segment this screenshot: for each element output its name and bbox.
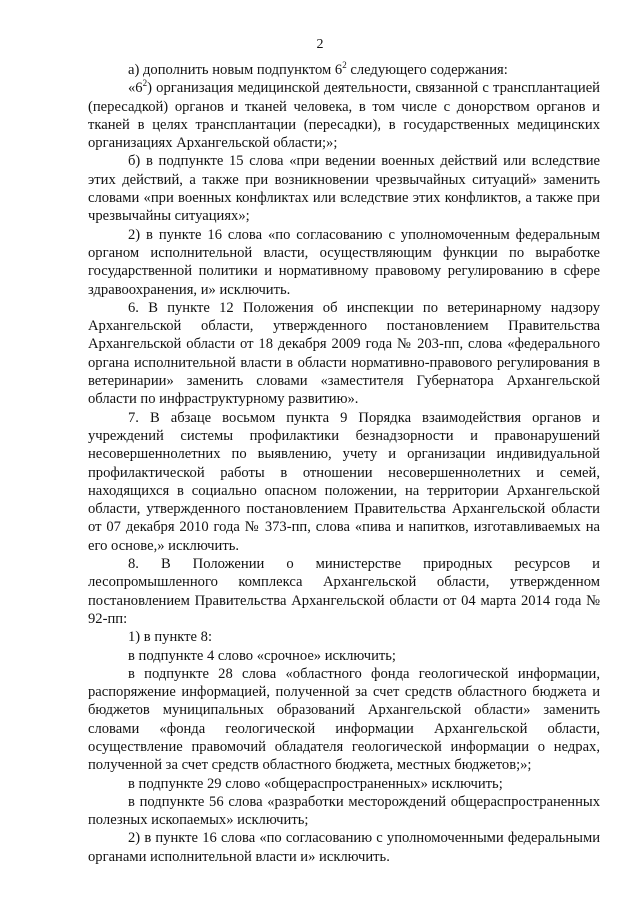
text-part: следующего содержания:: [346, 62, 508, 78]
paragraph-subpoint-29: в подпункте 29 слово «общераспространенных» исключить;: [128, 775, 503, 792]
paragraph-item-6: 6. В пункте 12 Положения об инспекции по ветеринарному надзору Архангельской области, утвержденного постановлением Правительства Архангельской области от 18 декабря 2009 года № 203-пп, слова «федерального органа исполнительной власти в области нормативно-правового регулирования в ветеринарии» заменить словами «заместителя Губернатора Архангельской области по инфраструктурному развитию».: [88, 299, 600, 408]
text-part: ) организация медицинской деятельности, связанной с трансплантацией (пересадкой) органов и тканей человека, в том числе с донорством органов и тканей в целях трансплантации (пересадки), в государственных медицинских организациях Архангельской области;»;: [88, 80, 600, 152]
paragraph-item-7: 7. В абзаце восьмом пункта 9 Порядка взаимодействия органов и учреждений системы профилактики безнадзорности и правонарушений несовершеннолетних по выявлению, учету и организации индивидуальной профилактической работы в отношении несовершеннолетних и семей, находящихся в социально опасном положении, на территории Архангельской области, утвержденного постановлением Правительства Архангельской области от 07 декабря 2010 года № 373-пп, слова «пива и напитков, изготавливаемых на его основе,» исключить.: [88, 409, 600, 554]
document-body: [88, 61, 600, 866]
page-number: 2: [316, 37, 324, 52]
superscript: 2: [142, 78, 148, 89]
superscript: 2: [342, 60, 347, 71]
text-part: «6: [128, 80, 143, 97]
paragraph-subpoint-28: в подпункте 28 слова «областного фонда геологической информации, распоряжение информацией, полученной за счет средств областного бюджета и бюджетов муниципальных образований Архангельской области» заменить словами «фонда геологической информации Архангельской области, осуществление правомочий обладателя геологической информации о недрах, полученной за счет средств областного бюджета, местных бюджетов;»;: [88, 665, 600, 774]
paragraph-point-8-1: 1) в пункте 8:: [128, 629, 213, 646]
paragraph-subpoint-56: в подпункте 56 слова «разработки месторождений общераспространенных полезных ископаемых» исключить;: [88, 793, 600, 829]
paragraph-subpoint-a: [88, 61, 600, 79]
text-part: а) дополнить новым подпунктом 6: [128, 62, 343, 78]
paragraph-item-8: 8. В Положении о министерстве природных ресурсов и лесопромышленного комплекса Архангельской области, утвержденном постановлением Правительства Архангельской области от 04 марта 2014 года № 92-пп:: [88, 556, 600, 627]
paragraph-point-2: 2) в пункте 16 слова «по согласованию с уполномоченным федеральным органом исполнительной власти, осуществляющим функции по выработке государственной политики и нормативному правовому регулированию в сфере здравоохранения, и» исключить.: [88, 226, 600, 298]
paragraph-quote-6-2: [88, 79, 600, 152]
paragraph-subpoint-4: в подпункте 4 слово «срочное» исключить;: [128, 647, 396, 664]
paragraph-subpoint-b: б) в подпункте 15 слова «при ведении военных действий или вследствие этих действий, а также при возникновении чрезвычайных ситуаций» заменить словами «при военных конфликтах или вследствие этих конфликтов, а также при чрезвычайны ситуациях»;: [88, 153, 600, 225]
paragraph-point-16: 2) в пункте 16 слова «по согласованию с уполномоченными федеральными органами исполнительной власти и» исключить.: [88, 830, 600, 865]
